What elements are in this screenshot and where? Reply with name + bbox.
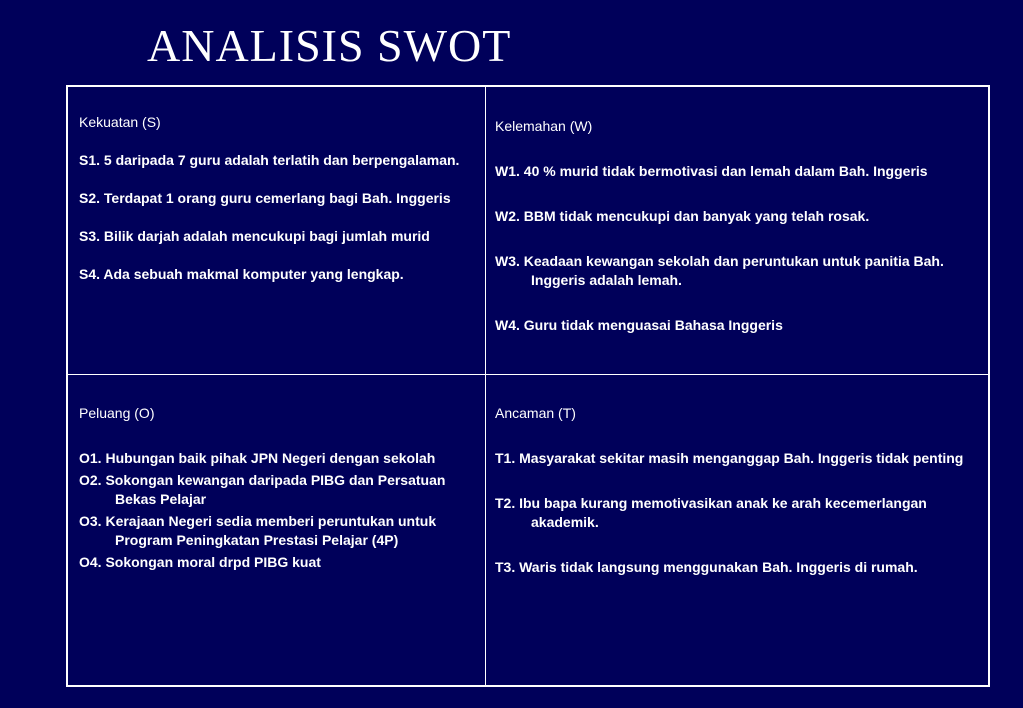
opportunities-cell bbox=[68, 375, 486, 685]
threats-heading: Ancaman (T) bbox=[495, 405, 576, 421]
strength-item: S2. Terdapat 1 orang guru cemerlang bagi Bah. Inggeris bbox=[79, 190, 451, 206]
strength-item: S3. Bilik darjah adalah mencukupi bagi jumlah murid bbox=[79, 228, 430, 244]
weaknesses-cell bbox=[486, 87, 988, 375]
weakness-item: W4. Guru tidak menguasai Bahasa Inggeris bbox=[495, 317, 783, 333]
threat-item: T2. Ibu bapa kurang memotivasikan anak ke arah kecemerlangan akademik. bbox=[495, 495, 927, 530]
strengths-heading: Kekuatan (S) bbox=[79, 114, 161, 130]
threat-item: T3. Waris tidak langsung menggunakan Bah. Inggeris di rumah. bbox=[495, 559, 918, 575]
weakness-item: W1. 40 % murid tidak bermotivasi dan lemah dalam Bah. Inggeris bbox=[495, 163, 928, 179]
weakness-item: W3. Keadaan kewangan sekolah dan peruntukan untuk panitia Bah. Inggeris adalah lemah. bbox=[495, 253, 944, 288]
strength-item: S4. Ada sebuah makmal komputer yang lengkap. bbox=[79, 266, 404, 282]
strengths-cell bbox=[68, 87, 486, 375]
opportunities-heading: Peluang (O) bbox=[79, 405, 155, 421]
weaknesses-heading: Kelemahan (W) bbox=[495, 118, 593, 134]
opportunity-item: O3. Kerajaan Negeri sedia memberi peruntukan untuk Program Peningkatan Prestasi Pelajar (4P) bbox=[79, 513, 437, 548]
opportunity-item: O2. Sokongan kewangan daripada PIBG dan Persatuan Bekas Pelajar bbox=[79, 472, 446, 507]
opportunity-item: O4. Sokongan moral drpd PIBG kuat bbox=[79, 554, 321, 570]
threats-cell bbox=[486, 375, 988, 685]
weakness-item: W2. BBM tidak mencukupi dan banyak yang telah rosak. bbox=[495, 208, 870, 224]
slide-title: ANALISIS SWOT bbox=[147, 20, 512, 71]
swot-table bbox=[66, 85, 990, 687]
opportunity-item: O1. Hubungan baik pihak JPN Negeri dengan sekolah bbox=[79, 450, 436, 466]
threat-item: T1. Masyarakat sekitar masih menganggap Bah. Inggeris tidak penting bbox=[495, 450, 964, 466]
strength-item: S1. 5 daripada 7 guru adalah terlatih dan berpengalaman. bbox=[79, 152, 460, 168]
